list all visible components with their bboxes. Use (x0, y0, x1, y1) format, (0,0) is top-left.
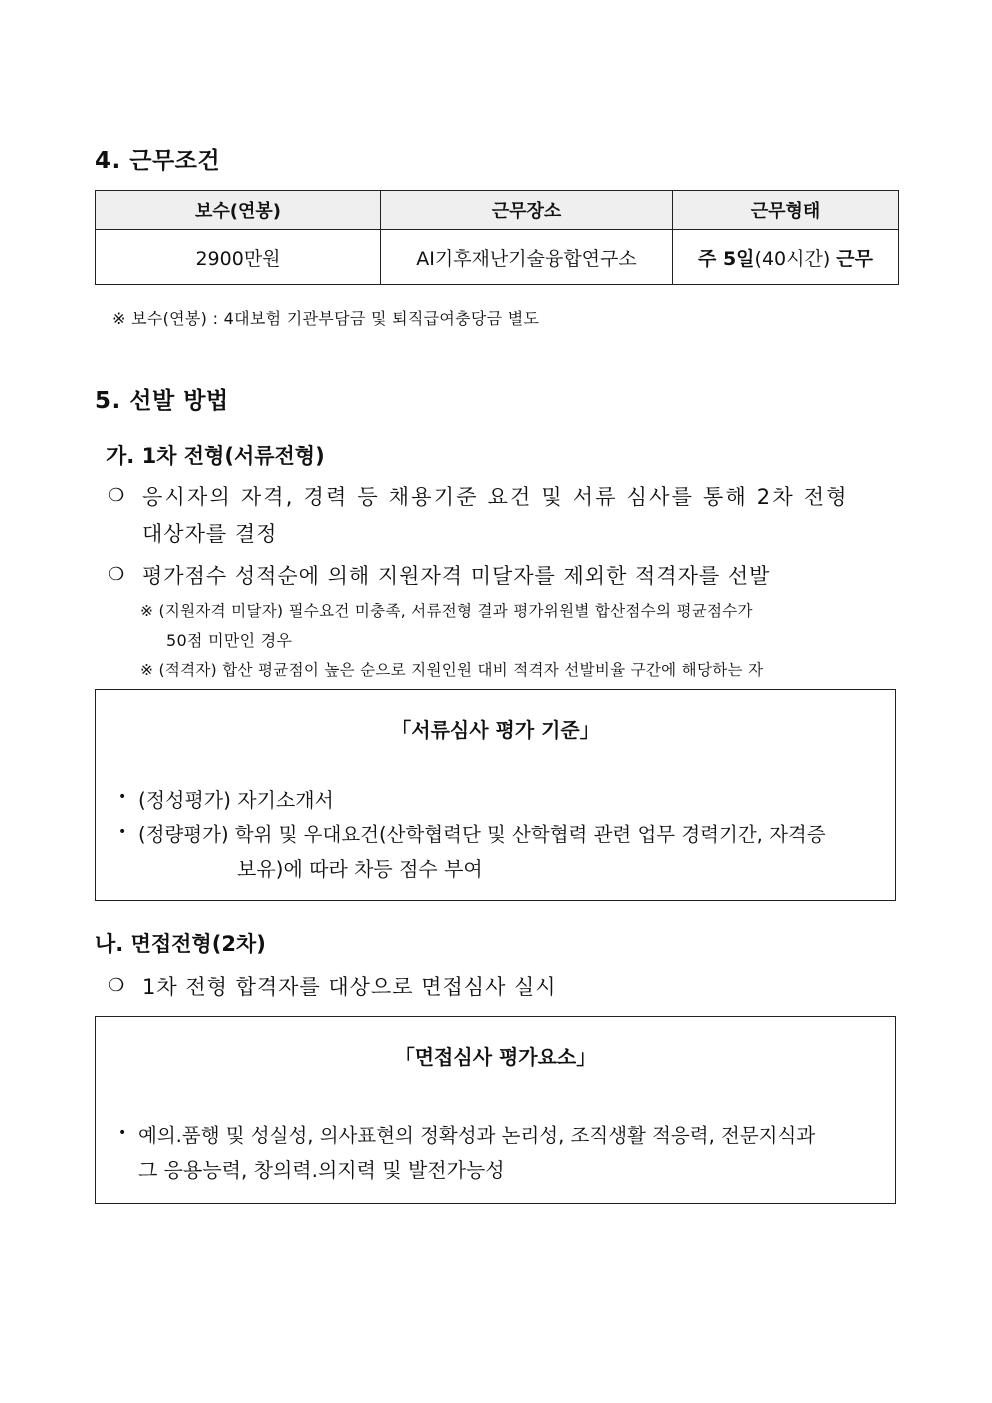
cell-place: AI기후재난기술융합연구소 (381, 230, 673, 285)
work-conditions-table (95, 190, 899, 285)
bullet-icon: • (118, 789, 127, 805)
section4-title: 4. 근무조건 (95, 148, 221, 174)
sub-a-title: 가. 1차 전형(서류전형) (106, 444, 325, 468)
form-days: 주 5일 (697, 247, 755, 270)
criteria-qualitative: (정성평가) 자기소개서 (138, 788, 334, 812)
sub-a-item1-line2: 대상자를 결정 (142, 522, 278, 546)
circle-bullet-icon: ❍ (108, 975, 125, 996)
cell-salary: 2900만원 (96, 230, 381, 285)
sub-b-title: 나. 면접전형(2차) (95, 932, 266, 956)
criteria-quantitative-line2: 보유)에 따라 차등 점수 부여 (237, 857, 483, 881)
section5-title: 5. 선발 방법 (95, 388, 229, 414)
form-hours: (40시간) (754, 247, 831, 270)
bullet-icon: • (118, 824, 127, 840)
sub-b-item1: 1차 전형 합격자를 대상으로 면접심사 실시 (142, 975, 557, 999)
sub-a-item2: 평가점수 성적순에 의해 지원자격 미달자를 제외한 적격자를 선발 (142, 564, 771, 588)
note-unqualified-line1: ※ (지원자격 미달자) 필수요건 미충족, 서류전형 결과 평가위원별 합산점수의 평균점수가 (140, 602, 753, 620)
note-qualified: ※ (적격자) 합산 평균점이 높은 순으로 지원인원 대비 적격자 선발비율 구간에 해당하는 자 (140, 661, 764, 679)
bullet-icon: • (118, 1125, 127, 1141)
table-row (96, 230, 899, 285)
header-place: 근무장소 (381, 191, 673, 230)
document-criteria-box (95, 689, 896, 901)
interview-item-line1: 예의.품행 및 성실성, 의사표현의 정확성과 논리성, 조직생활 적응력, 전문지식과 (138, 1124, 816, 1147)
circle-bullet-icon: ❍ (108, 485, 125, 506)
document-criteria-title: 「서류심사 평가 기준」 (391, 718, 600, 742)
note-unqualified-line2: 50점 미만인 경우 (166, 631, 293, 650)
header-form: 근무형태 (673, 191, 899, 230)
interview-item-line2: 그 응용능력, 창의력.의지력 및 발전가능성 (138, 1158, 505, 1182)
circle-bullet-icon: ❍ (108, 564, 125, 585)
cell-form (673, 230, 899, 285)
interview-criteria-title: 「면접심사 평가요소」 (394, 1045, 597, 1069)
salary-note: ※ 보수(연봉) : 4대보험 기관부담금 및 퇴직급여충당금 별도 (112, 309, 540, 328)
sub-a-item1-line1: 응시자의 자격, 경력 등 채용기준 요건 및 서류 심사를 통해 2차 전형 (142, 485, 849, 509)
header-salary: 보수(연봉) (96, 191, 381, 230)
form-suffix: 근무 (836, 247, 874, 270)
criteria-quantitative-line1: (정량평가) 학위 및 우대요건(산학협력단 및 산학협력 관련 업무 경력기간, 자격증 (138, 823, 826, 846)
interview-criteria-box (95, 1016, 896, 1204)
table-header-row (96, 191, 899, 230)
